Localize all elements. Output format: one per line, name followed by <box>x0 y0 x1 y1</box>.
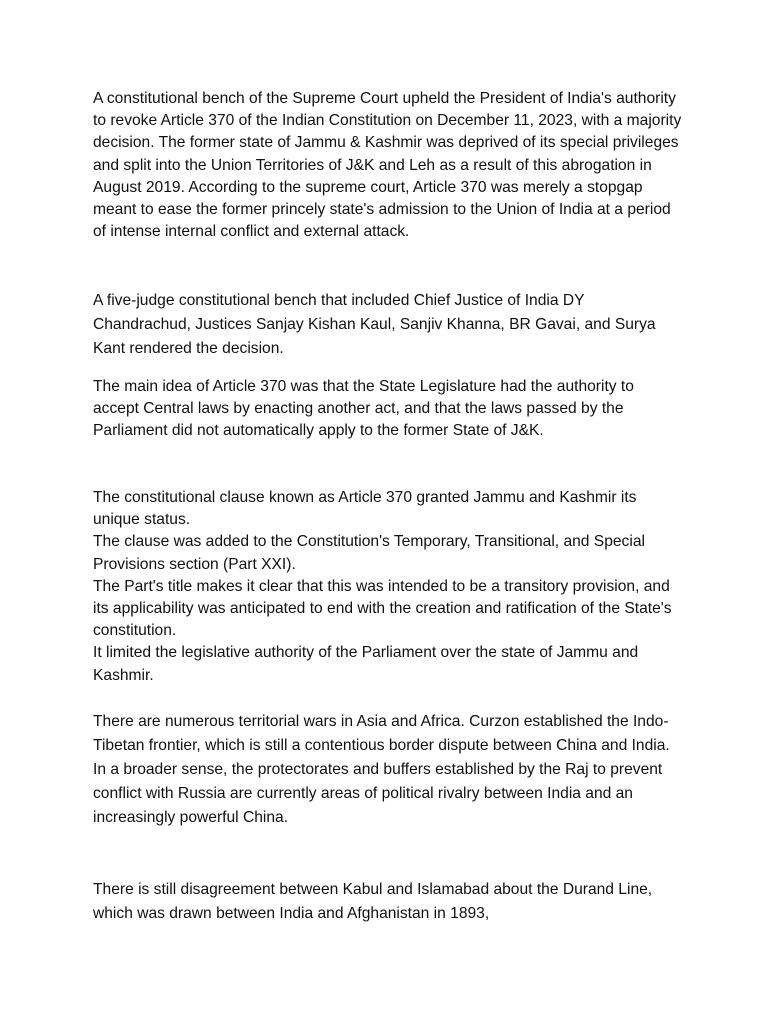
paragraph-bench-composition <box>93 289 683 361</box>
paragraph-supreme-court-ruling <box>93 88 683 243</box>
paragraph-durand-line <box>93 878 683 926</box>
paragraph-territorial-wars <box>93 710 683 830</box>
paragraph-text: There is still disagreement between Kabul and Islamabad about the Durand Line, which was drawn between India and Afghanistan in 1893, <box>93 881 653 922</box>
paragraph-line: The constitutional clause known as Article 370 granted Jammu and Kashmir its unique status. <box>93 489 637 529</box>
paragraph-text: A five-judge constitutional bench that included Chief Justice of India DY Chandrachud, Justices Sanjay Kishan Kaul, Sanjiv Khanna, BR Gavai, and Surya Kant rendered the decision. <box>93 292 656 357</box>
paragraph-line: The Part's title makes it clear that this was intended to be a transitory provision, and its applicability was anticipated to end with the creation and ratification of the State's constitution. <box>93 577 672 640</box>
paragraph-text: A constitutional bench of the Supreme Court upheld the President of India's authority to revoke Article 370 of the Indian Constitution on December 11, 2023, with a majority decision. The former state of Jammu & Kashmir was deprived of its special privileges and split into the Union Territories of J&K and Leh as a result of this abrogation in August 2019. According to the supreme court, Article 370 was merely a stopgap meant to ease the former princely state's admission to the Union of India at a period of intense internal conflict and external attack. <box>93 90 682 241</box>
paragraph-text: The main idea of Article 370 was that the State Legislature had the authority to accept Central laws by enacting another act, and that the laws passed by the Parliament did not automatically apply to the former State of J&K. <box>93 378 634 440</box>
paragraph-line: The clause was added to the Constitution's Temporary, Transitional, and Special Provisions section (Part XXI). <box>93 533 645 573</box>
paragraph-article-main-idea <box>93 376 683 443</box>
paragraph-line: It limited the legislative authority of the Parliament over the state of Jammu and Kashmir. <box>93 644 639 684</box>
paragraph-text: There are numerous territorial wars in Asia and Africa. Curzon established the Indo-Tibetan frontier, which is still a contentious border dispute between China and India. In a broader sense, the protectorates and buffers established by the Raj to prevent conflict with Russia are currently areas of political rivalry between India and an increasingly powerful China. <box>93 713 670 826</box>
paragraph-article-status <box>93 487 683 687</box>
